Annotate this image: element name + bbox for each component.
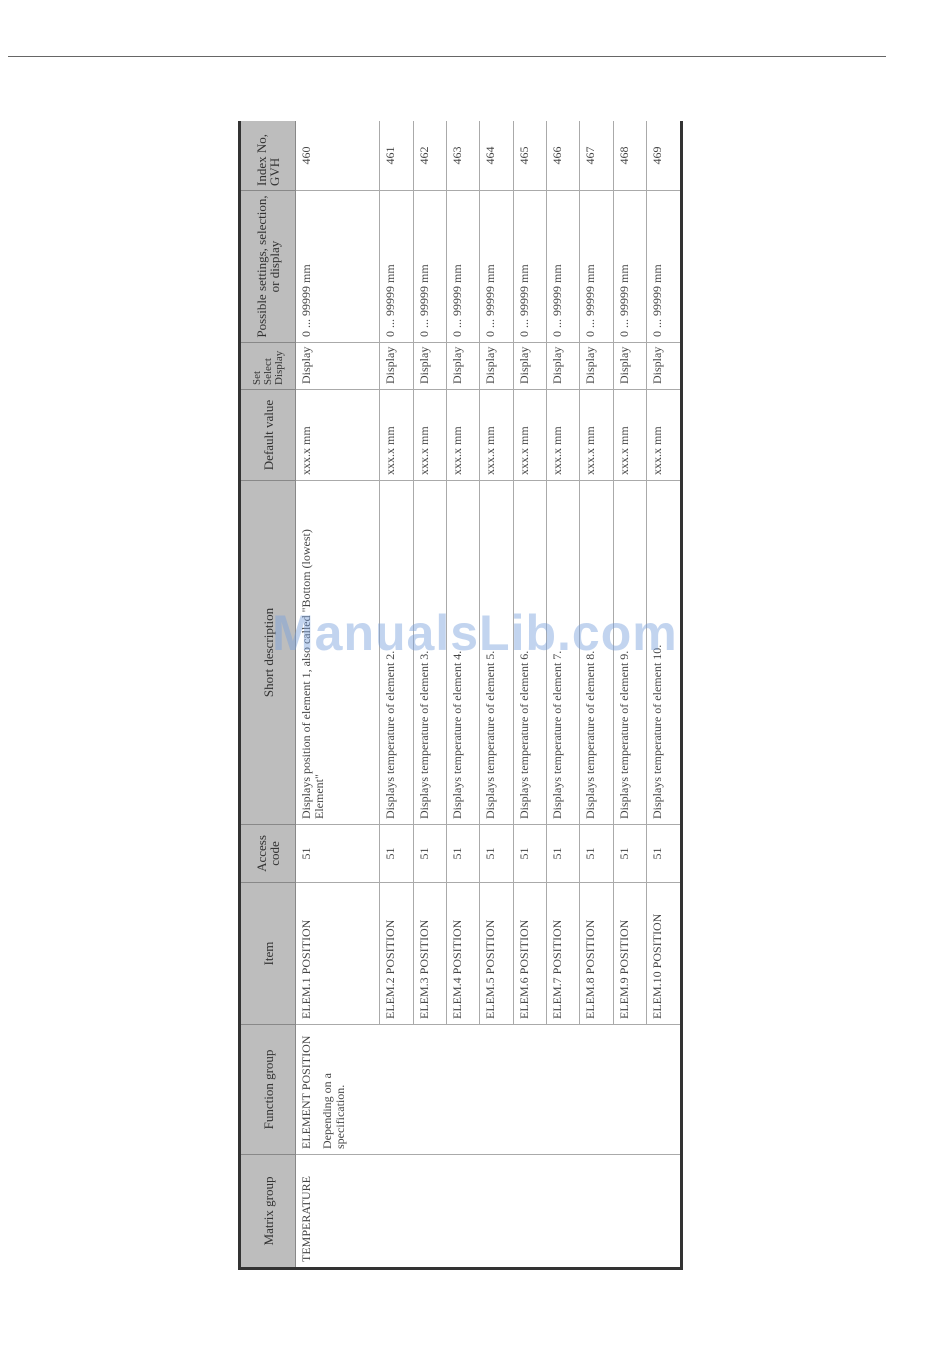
range-cell: 0 ... 99999 mm xyxy=(480,191,513,343)
table-row xyxy=(546,121,579,1269)
function-group-cell xyxy=(296,1025,380,1155)
function-group-cell xyxy=(480,1025,513,1155)
watermark: ManualsLib.com xyxy=(272,605,678,661)
range-cell: 0 ... 99999 mm xyxy=(513,191,546,343)
item-cell: ELEM.9 POSITION xyxy=(613,883,646,1025)
access-cell: 51 xyxy=(480,825,513,883)
item-cell: ELEM.4 POSITION xyxy=(446,883,479,1025)
index-cell: 460 xyxy=(296,121,380,191)
index-cell: 468 xyxy=(613,121,646,191)
range-cell: 0 ... 99999 mm xyxy=(647,191,682,343)
default-cell: xxx.x mm xyxy=(480,390,513,481)
item-cell: ELEM.2 POSITION xyxy=(380,883,413,1025)
description-cell: Displays temperature of element 8. xyxy=(580,481,613,825)
index-cell: 463 xyxy=(446,121,479,191)
function-group-cell xyxy=(546,1025,579,1155)
access-cell: 51 xyxy=(380,825,413,883)
set-cell: Display xyxy=(613,343,646,390)
description-cell: Displays temperature of element 10. xyxy=(647,481,682,825)
item-cell: ELEM.3 POSITION xyxy=(413,883,446,1025)
item-cell: ELEM.10 POSITION xyxy=(647,883,682,1025)
header-function-group: Function group xyxy=(240,1025,296,1155)
description-cell: Displays temperature of element 6. xyxy=(513,481,546,825)
default-cell: xxx.x mm xyxy=(546,390,579,481)
table-row xyxy=(413,121,446,1269)
access-cell: 51 xyxy=(296,825,380,883)
header-short-description: Short description xyxy=(240,481,296,825)
set-cell: Display xyxy=(296,343,380,390)
function-group-cell xyxy=(446,1025,479,1155)
matrix-group-cell: TEMPERATURE xyxy=(296,1155,380,1269)
table-row xyxy=(480,121,513,1269)
item-cell: ELEM.5 POSITION xyxy=(480,883,513,1025)
matrix-group-cell xyxy=(446,1155,479,1269)
header-rule xyxy=(8,56,886,57)
description-cell: Displays temperature of element 7. xyxy=(546,481,579,825)
item-cell: ELEM.1 POSITION xyxy=(296,883,380,1025)
function-group-cell xyxy=(647,1025,682,1155)
default-cell: xxx.x mm xyxy=(380,390,413,481)
access-cell: 51 xyxy=(446,825,479,883)
function-group-note: Depending on a specification. xyxy=(320,1073,347,1149)
description-cell: Displays temperature of element 3. xyxy=(413,481,446,825)
default-cell: xxx.x mm xyxy=(647,390,682,481)
access-cell: 51 xyxy=(546,825,579,883)
table-row xyxy=(446,121,479,1269)
access-cell: 51 xyxy=(513,825,546,883)
function-group-cell xyxy=(413,1025,446,1155)
range-cell: 0 ... 99999 mm xyxy=(546,191,579,343)
access-cell: 51 xyxy=(413,825,446,883)
range-cell: 0 ... 99999 mm xyxy=(580,191,613,343)
set-cell: Display xyxy=(546,343,579,390)
index-cell: 462 xyxy=(413,121,446,191)
table-row xyxy=(380,121,413,1269)
description-cell: Displays temperature of element 5. xyxy=(480,481,513,825)
access-cell: 51 xyxy=(580,825,613,883)
set-cell: Display xyxy=(413,343,446,390)
table-row xyxy=(580,121,613,1269)
matrix-group-cell xyxy=(413,1155,446,1269)
default-cell: xxx.x mm xyxy=(580,390,613,481)
table-row xyxy=(513,121,546,1269)
matrix-group-cell xyxy=(647,1155,682,1269)
index-cell: 461 xyxy=(380,121,413,191)
function-group-cell xyxy=(580,1025,613,1155)
access-cell: 51 xyxy=(647,825,682,883)
description-cell: Displays temperature of element 4. xyxy=(446,481,479,825)
parameter-table-frame xyxy=(238,121,683,1270)
table-row xyxy=(647,121,682,1269)
index-cell: 465 xyxy=(513,121,546,191)
default-cell: xxx.x mm xyxy=(296,390,380,481)
header-possible-settings: Possible settings, selection, or display xyxy=(240,191,296,343)
function-group-cell xyxy=(380,1025,413,1155)
matrix-group-cell xyxy=(513,1155,546,1269)
header-default-value: Default value xyxy=(240,390,296,481)
set-cell: Display xyxy=(446,343,479,390)
index-cell: 469 xyxy=(647,121,682,191)
default-cell: xxx.x mm xyxy=(613,390,646,481)
matrix-group-cell xyxy=(546,1155,579,1269)
matrix-group-cell xyxy=(580,1155,613,1269)
table-body xyxy=(296,121,682,1269)
range-cell: 0 ... 99999 mm xyxy=(413,191,446,343)
set-cell: Display xyxy=(580,343,613,390)
default-cell: xxx.x mm xyxy=(446,390,479,481)
header-index-no: Index No, GVH xyxy=(240,121,296,191)
set-cell: Display xyxy=(480,343,513,390)
table-row xyxy=(296,121,380,1269)
description-cell: Displays temperature of element 2. xyxy=(380,481,413,825)
index-cell: 464 xyxy=(480,121,513,191)
set-cell: Display xyxy=(380,343,413,390)
parameter-table xyxy=(238,121,683,1270)
range-cell: 0 ... 99999 mm xyxy=(296,191,380,343)
set-cell: Display xyxy=(647,343,682,390)
item-cell: ELEM.8 POSITION xyxy=(580,883,613,1025)
header-row xyxy=(240,121,296,1269)
function-group-cell xyxy=(613,1025,646,1155)
default-cell: xxx.x mm xyxy=(413,390,446,481)
description-cell: Displays temperature of element 9. xyxy=(613,481,646,825)
header-item: Item xyxy=(240,883,296,1025)
item-cell: ELEM.6 POSITION xyxy=(513,883,546,1025)
range-cell: 0 ... 99999 mm xyxy=(613,191,646,343)
access-cell: 51 xyxy=(613,825,646,883)
header-access-code: Access code xyxy=(240,825,296,883)
table-row xyxy=(613,121,646,1269)
range-cell: 0 ... 99999 mm xyxy=(446,191,479,343)
set-cell: Display xyxy=(513,343,546,390)
rotated-table-container xyxy=(238,121,683,1270)
header-matrix-group: Matrix group xyxy=(240,1155,296,1269)
default-cell: xxx.x mm xyxy=(513,390,546,481)
function-group-cell xyxy=(513,1025,546,1155)
range-cell: 0 ... 99999 mm xyxy=(380,191,413,343)
matrix-group-cell xyxy=(380,1155,413,1269)
description-cell: Displays position of element 1, also called "Bottom (lowest) Element" xyxy=(296,481,380,825)
function-group-name: ELEMENT POSITION xyxy=(299,1035,313,1149)
matrix-group-cell xyxy=(613,1155,646,1269)
index-cell: 467 xyxy=(580,121,613,191)
item-cell: ELEM.7 POSITION xyxy=(546,883,579,1025)
matrix-group-cell xyxy=(480,1155,513,1269)
header-set-select-display: Set Select Display xyxy=(240,343,296,390)
index-cell: 466 xyxy=(546,121,579,191)
